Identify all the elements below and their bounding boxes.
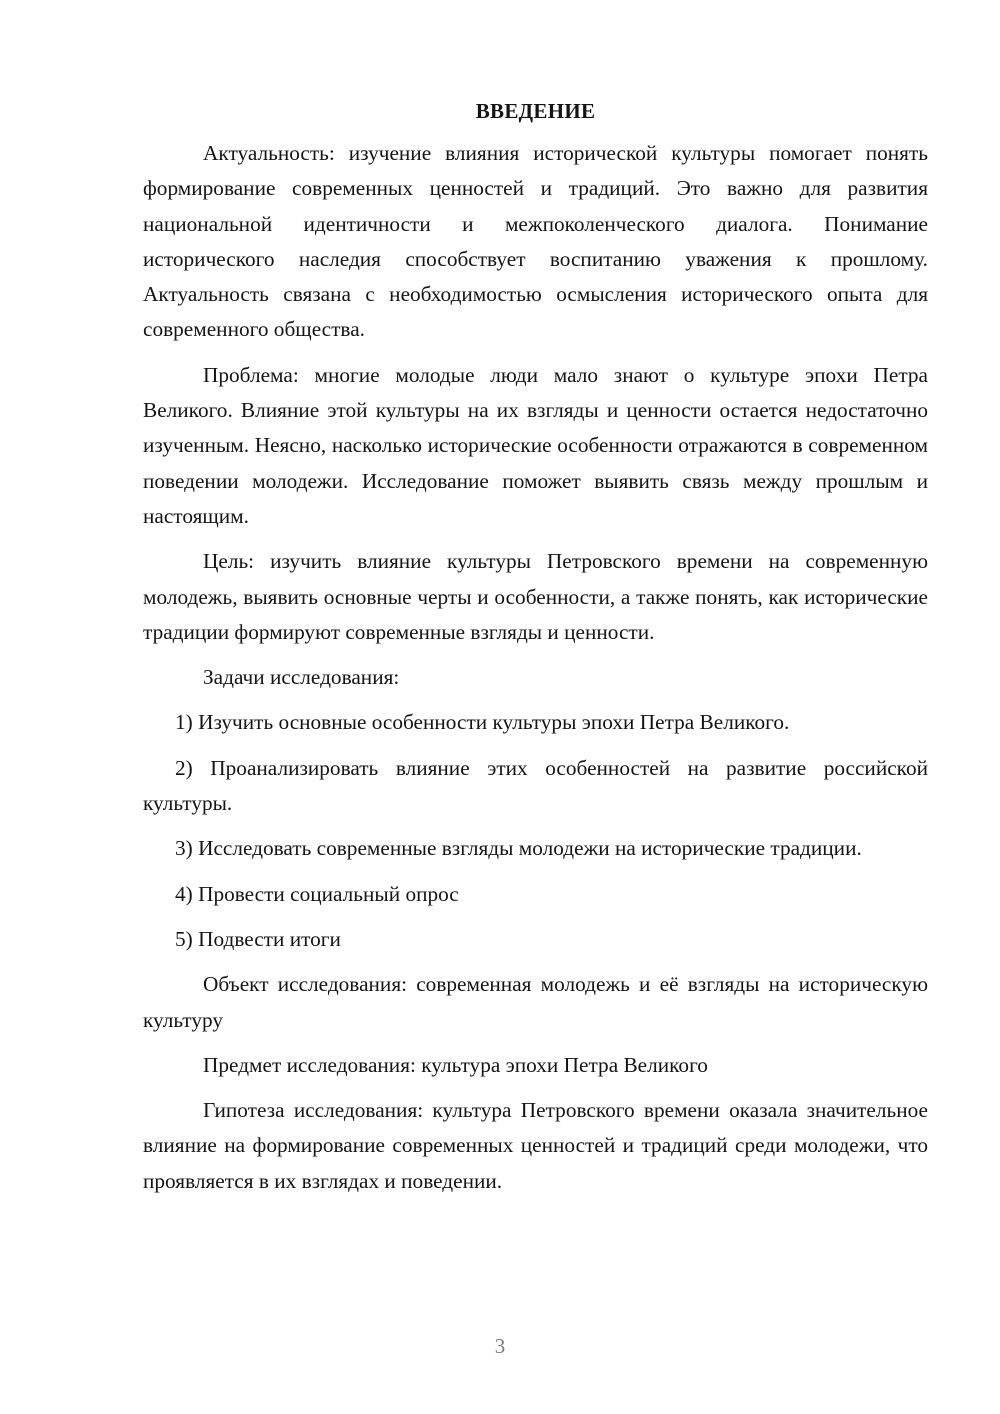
object-paragraph: Объект исследования: современная молодежь и её взгляды на историческую культуру: [143, 972, 928, 1032]
task-item-4: 4) Провести социальный опрос: [175, 881, 459, 906]
task-item-5: 5) Подвести итоги: [175, 926, 341, 951]
task-item-3: 3) Исследовать современные взгляды молодежи на исторические традиции.: [175, 836, 862, 861]
subject-paragraph: Предмет исследования: культура эпохи Петра Великого: [203, 1052, 708, 1077]
problem-paragraph: Проблема: многие молодые люди мало знают о культуре эпохи Петра Великого. Влияние этой культуры на их взгляды и ценности остается недостаточно изученным. Неясно, насколько исторические особенности отражаются в современном поведении молодежи. Исследование поможет выявить связь между прошлым и настоящим.: [143, 362, 928, 528]
page-content: [143, 96, 928, 1209]
task-item-1: 1) Изучить основные особенности культуры эпохи Петра Великого.: [175, 710, 790, 735]
tasks-heading: Задачи исследования:: [203, 665, 400, 690]
section-title: ВВЕДЕНИЕ: [475, 99, 596, 123]
hypothesis-paragraph: Гипотеза исследования: культура Петровского времени оказала значительное влияние на формирование современных ценностей и традиций среди молодежи, что проявляется в их взглядах и поведении.: [143, 1098, 928, 1193]
relevance-paragraph: Актуальность: изучение влияния исторической культуры помогает понять формирование современных ценностей и традиций. Это важно для развития национальной идентичности и межпоколенческого диалога. Понимание исторического наследия способствует воспитанию уважения к прошлому. Актуальность связана с необходимостью осмысления исторического опыта для современного общества.: [143, 141, 928, 342]
task-item-2: 2) Проанализировать влияние этих особенностей на развитие российской культуры.: [143, 755, 928, 816]
page-number: 3: [494, 1334, 506, 1358]
goal-paragraph: Цель: изучить влияние культуры Петровского времени на современную молодежь, выявить основные черты и особенности, а также понять, как исторические традиции формируют современные взгляды и ценности.: [143, 549, 928, 644]
